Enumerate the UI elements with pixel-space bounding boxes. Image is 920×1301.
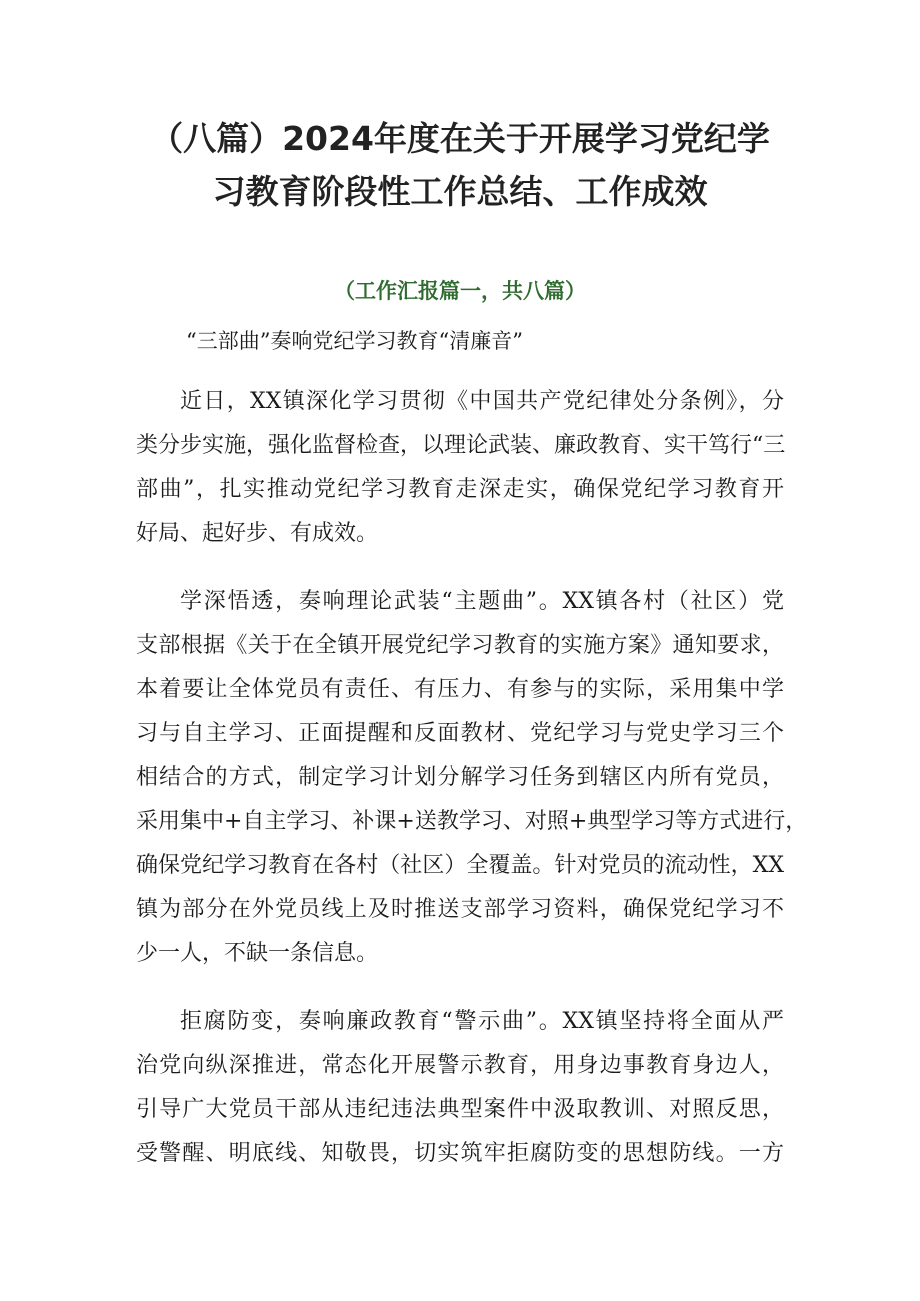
paragraph-line: 习与自主学习、正面提醒和反面教材、党纪学习与党史学习三个	[136, 721, 784, 746]
paragraph-line: 镇为部分在外党员线上及时推送支部学习资料，确保党纪学习不	[136, 897, 784, 922]
paragraph-line: 受警醒、明底线、知敬畏，切实筑牢拒腐防变的思想防线。一方	[136, 1141, 784, 1166]
paragraph-line: 本着要让全体党员有责任、有压力、有参与的实际，采用集中学	[136, 677, 784, 702]
title-line: （八篇）2024年度在关于开展学习党纪学	[150, 119, 770, 158]
paragraph-line: 治党向纵深推进，常态化开展警示教育，用身边事教育身边人，	[136, 1053, 784, 1078]
paragraph-line: 支部根据《关于在全镇开展党纪学习教育的实施方案》通知要求，	[136, 633, 784, 658]
document-title	[136, 112, 784, 218]
paragraph-1	[136, 380, 784, 556]
paragraph-line: 相结合的方式，制定学习计划分解学习任务到辖区内所有党员，	[136, 765, 784, 790]
paragraph-line: 少一人，不缺一条信息。	[136, 941, 379, 966]
paragraph-line: 拒腐防变，奏响廉政教育“警示曲”。XX镇坚持将全面从严	[180, 1009, 784, 1034]
paragraph-line: 近日，XX镇深化学习贯彻《中国共产党纪律处分条例》，分	[180, 389, 784, 414]
paragraph-3	[136, 1000, 784, 1176]
paragraph-line: 好局、起好步、有成效。	[136, 521, 379, 546]
title-line: 习教育阶段性工作总结、工作成效	[212, 172, 708, 211]
paragraph-line: 类分步实施，强化监督检查，以理论武装、廉政教育、实干笃行“三	[136, 433, 786, 458]
paragraph-line: 学深悟透，奏响理论武装“主题曲”。XX镇各村（社区）党	[180, 589, 784, 614]
paragraph-line: 部曲”，扎实推动党纪学习教育走深走实，确保党纪学习教育开	[136, 477, 784, 502]
lead-heading: “三部曲”奏响党纪学习教育“清廉音”	[186, 329, 523, 353]
paragraph-line: 确保党纪学习教育在各村（社区）全覆盖。针对党员的流动性，XX	[136, 853, 784, 878]
paragraph-line: 采用集中+自主学习、补课+送教学习、对照+典型学习等方式进行，	[136, 809, 808, 834]
paragraph-line: 引导广大党员干部从违纪违法典型案件中汲取教训、对照反思，	[136, 1097, 784, 1122]
paragraph-2	[136, 580, 808, 976]
document-subtitle: （工作汇报篇一，共八篇）	[334, 279, 586, 303]
